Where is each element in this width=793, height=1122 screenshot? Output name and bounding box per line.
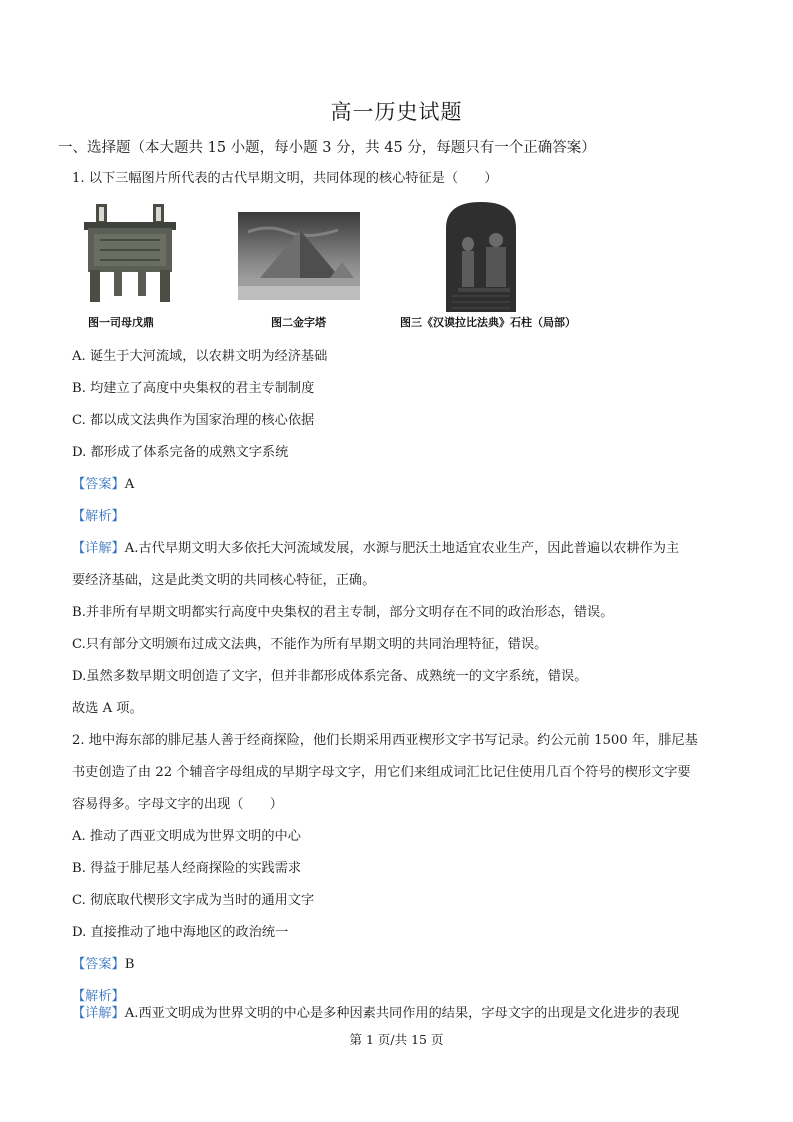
- answer-value: B: [124, 957, 135, 972]
- answer-label: 【答案】: [72, 477, 125, 492]
- q1-detail-line: 要经济基础，这是此类文明的共同核心特征，正确。: [72, 573, 376, 588]
- q2-analysis-label: [72, 988, 125, 1006]
- caption-pyramid: 图二金字塔: [271, 316, 326, 329]
- q1-detail-line: [72, 540, 679, 558]
- q1-detail-line: B.并非所有早期文明都实行高度中央集权的君主专制，部分文明存在不同的政治形态，错误。: [72, 605, 614, 620]
- detail-text: A.西亚文明成为世界文明的中心是多种因素共同作用的结果，字母文字的出现是文化进步的表现: [124, 1006, 680, 1021]
- q2-option-d: D. 直接推动了地中海地区的政治统一: [72, 925, 289, 940]
- stele-illustration: [440, 200, 522, 312]
- section-heading: 一、选择题（本大题共 15 小题，每小题 3 分，共 45 分，每题只有一个正确答案）: [58, 140, 596, 156]
- analysis-label: 【解析】: [72, 989, 125, 1004]
- stele-image: [440, 200, 522, 312]
- q1-detail-line: D.虽然多数早期文明创造了文字，但并非都形成体系完备、成熟统一的文字系统，错误。: [72, 669, 588, 684]
- detail-label: 【详解】: [72, 541, 125, 556]
- q1-option-b: B. 均建立了高度中央集权的君主专制制度: [72, 381, 315, 396]
- q1-detail-line: C.只有部分文明颁布过成文法典，不能作为所有早期文明的共同治理特征，错误。: [72, 637, 548, 652]
- q1-answer: [72, 476, 134, 494]
- answer-value: A: [124, 477, 135, 492]
- caption-stele: 图三《汉谟拉比法典》石柱（局部）: [400, 316, 576, 329]
- caption-ding: 图一司母戊鼎: [88, 316, 154, 329]
- page-footer: 第 1 页/共 15 页: [349, 1032, 444, 1047]
- q1-option-c: C. 都以成文法典作为国家治理的核心依据: [72, 413, 315, 428]
- q2-option-b: B. 得益于腓尼基人经商探险的实践需求: [72, 861, 302, 876]
- analysis-label: 【解析】: [72, 509, 125, 524]
- pyramid-image: [238, 212, 360, 300]
- q2-option-c: C. 彻底取代楔形文字成为当时的通用文字: [72, 893, 315, 908]
- q1-analysis-label: [72, 508, 125, 526]
- q2-stem-line: 2. 地中海东部的腓尼基人善于经商探险，他们长期采用西亚楔形文字书写记录。约公元前 1500 年，腓尼基: [72, 733, 698, 748]
- q2-stem-line: 容易得多。字母文字的出现（ ）: [72, 797, 283, 812]
- answer-label: 【答案】: [72, 957, 125, 972]
- q1-stem: 1. 以下三幅图片所代表的古代早期文明，共同体现的核心特征是（ ）: [72, 171, 498, 186]
- q2-option-a: A. 推动了西亚文明成为世界文明的中心: [72, 829, 301, 844]
- page-title: 高一历史试题: [330, 100, 463, 124]
- ding-illustration: [80, 200, 180, 312]
- q1-option-a: A. 诞生于大河流域，以农耕文明为经济基础: [72, 349, 328, 364]
- detail-text: A.古代早期文明大多依托大河流域发展，水源与肥沃土地适宜农业生产，因此普遍以农耕作为主: [124, 541, 680, 556]
- q1-conclusion: 故选 A 项。: [72, 701, 143, 716]
- pyramid-illustration: [238, 212, 360, 300]
- q2-answer: [72, 956, 134, 974]
- q1-option-d: D. 都形成了体系完备的成熟文字系统: [72, 445, 289, 460]
- q2-detail-line: [72, 1005, 679, 1023]
- ding-image: [80, 200, 180, 312]
- q2-stem-line: 书吏创造了由 22 个辅音字母组成的早期字母文字，用它们来组成词汇比记住使用几百个符号的楔形文字要: [72, 765, 691, 780]
- detail-label: 【详解】: [72, 1006, 125, 1021]
